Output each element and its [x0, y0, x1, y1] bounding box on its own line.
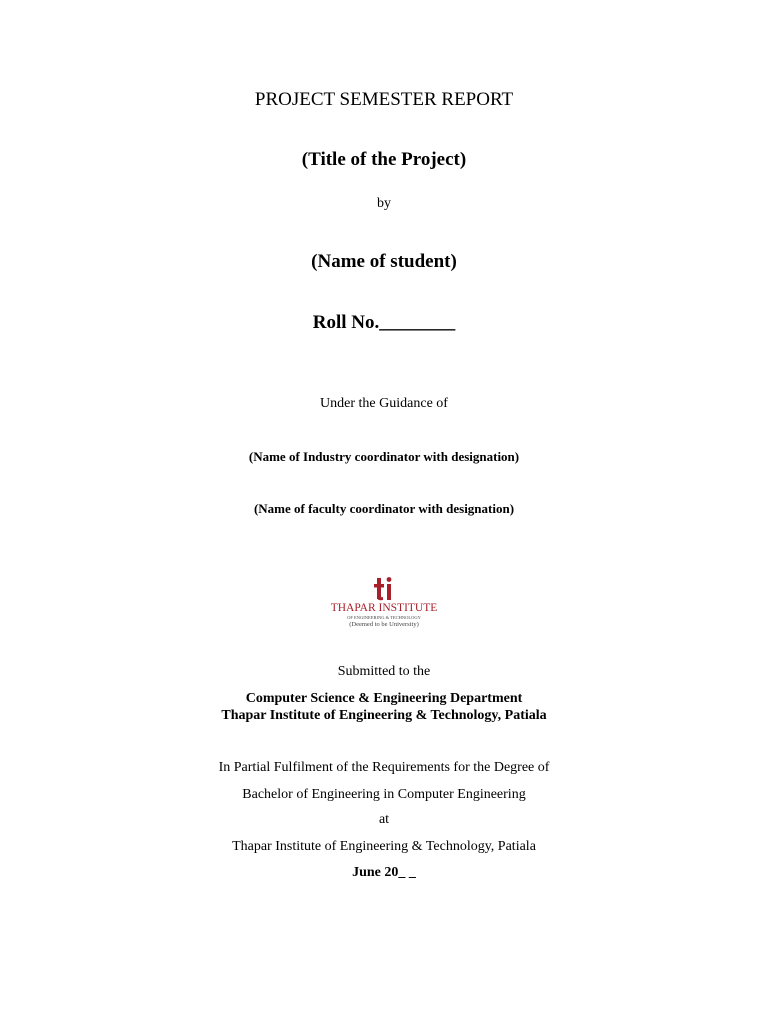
- by-text: by: [377, 196, 391, 211]
- logo-deemed-text: (Deemed to be University): [349, 621, 419, 628]
- logo-subtitle: OF ENGINEERING & TECHNOLOGY: [347, 615, 421, 620]
- thapar-institute-logo: [320, 576, 448, 632]
- institute-name: Thapar Institute of Engineering & Technology, Patiala: [221, 708, 547, 723]
- industry-coordinator-placeholder: (Name of Industry coordinator with designation): [248, 449, 520, 464]
- submission-date: June 20_ _: [352, 865, 416, 880]
- ti-logo-mark-icon: [320, 576, 448, 602]
- degree-text: Bachelor of Engineering in Computer Engineering: [242, 787, 526, 802]
- department-name: Computer Science & Engineering Department: [245, 691, 523, 706]
- project-title-placeholder: (Title of the Project): [301, 149, 467, 170]
- fulfilment-text: In Partial Fulfilment of the Requirements for the Degree of: [218, 760, 550, 775]
- submitted-to-text: Submitted to the: [337, 664, 431, 679]
- guidance-label: Under the Guidance of: [320, 396, 448, 411]
- faculty-coordinator-placeholder: (Name of faculty coordinator with designation): [253, 501, 515, 516]
- report-heading: PROJECT SEMESTER REPORT: [254, 89, 514, 110]
- institute-location-text: Thapar Institute of Engineering & Technology, Patiala: [232, 839, 536, 854]
- logo-institute-name: THAPAR INSTITUTE: [330, 602, 438, 614]
- at-text: at: [378, 812, 390, 827]
- student-name-placeholder: (Name of student): [311, 251, 457, 272]
- roll-number-field: Roll No.________: [312, 312, 456, 333]
